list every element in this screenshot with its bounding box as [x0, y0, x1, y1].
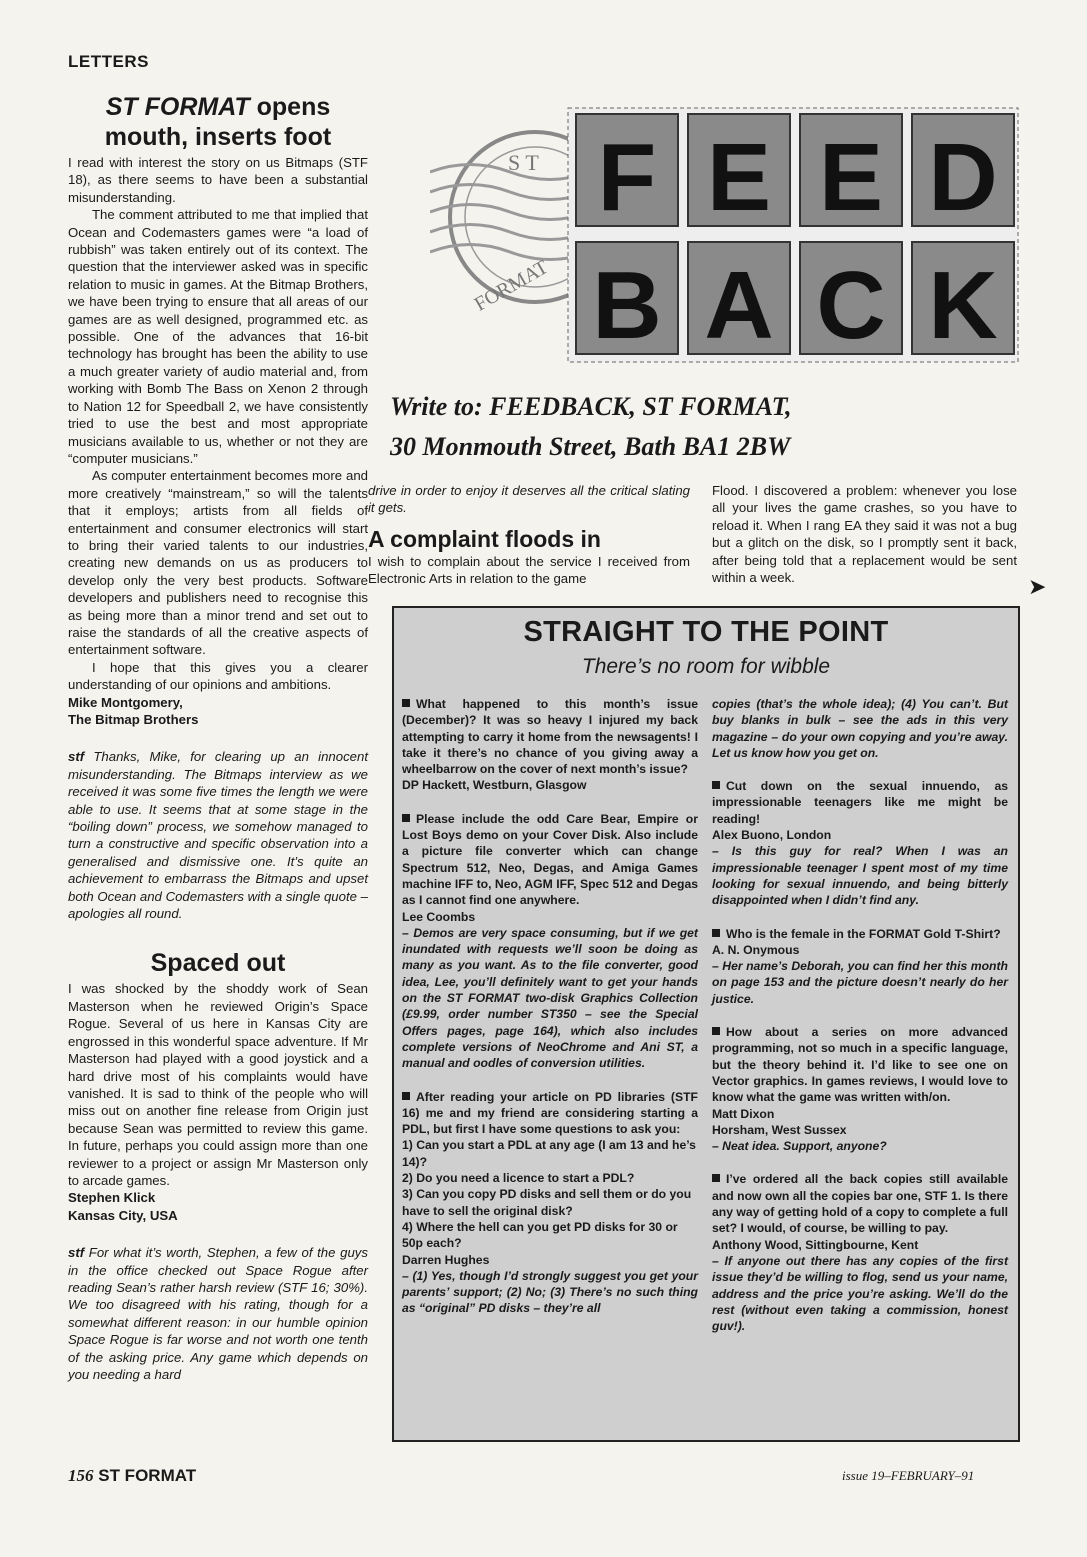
box-title: STRAIGHT TO THE POINT: [523, 616, 889, 648]
letter2-headline: Spaced out: [150, 949, 286, 978]
letter1-para: As computer entertainment becomes more and more creatively “mainstream,” so will the talents that it employs; artists from all fields of entertainment and consumer electronics will start to bring their varied talents to our industries, creating new demands on us as producers to develop only the very best products. Software developers and publishers need to recognise this as being more than a minor trend and set out to raise the standards of all the creative aspects of entertainment software.: [68, 468, 368, 658]
masthead-letter: B: [592, 252, 662, 359]
letter2-reply: [68, 1244, 368, 1383]
question-line: 1) Can you start a PDL at any age (I am 13 and he’s 14)?: [402, 1138, 696, 1169]
letter-author-place: Horsham, West Sussex: [712, 1122, 847, 1137]
question-text: How about a series on more advanced programming, not so much in a specific language, but the theory behind it. I’d like to see one on Vector graphics. In games reviews, I would love to know what the game was written with/on.: [712, 1025, 1008, 1105]
letter-author: Darren Hughes: [402, 1252, 490, 1267]
write-to-address: [390, 387, 1030, 467]
question: [712, 1024, 1008, 1105]
masthead-letter: C: [816, 252, 886, 359]
letter1-reply: [68, 748, 368, 922]
page-number: 156: [68, 1466, 94, 1485]
letter3-headline: A complaint floods in: [368, 525, 601, 552]
box-subtitle: There’s no room for wibble: [581, 655, 831, 678]
letter1-headline: [68, 92, 368, 152]
question-text: Cut down on the sexual innuendo, as impressionable teenagers like me might be reading!: [712, 779, 1008, 826]
letter2-reply-text: For what it’s worth, Stephen, a few of the guys in the office checked out Space Rogue after reading Sean’s rather harsh review (STF 16; 30%). We too disagreed with his rating, though for a somewhat different reason: in our humble opinion Space Rogue is far worse and not worth one tenth of the asking price. Any game which depends on you needing a hard: [68, 1245, 368, 1382]
magazine-name: ST FORMAT: [98, 1466, 197, 1485]
question-text: After reading your article on PD libraries (STF 16) me and my friend are considering starting a PDL, but first I have some questions to ask you:: [402, 1089, 698, 1137]
answer-text: – Is this guy for real? When I was an impressionable teenager I spent most of my time looking for sexual innuendo, and being bitterly disappointed when I didn’t find any.: [712, 844, 1008, 908]
letter1-para: I read with interest the story on us Bitmaps (STF 18), as there seems to have been a substantial misunderstanding.: [68, 155, 368, 205]
bullet-square-icon: [712, 1027, 720, 1035]
question: [402, 811, 698, 909]
answer-text: – (1) Yes, though I’d strongly suggest you get your parents’ support; (2) No; (3) There’s no such thing as “original” PD disks – they’re all: [402, 1268, 698, 1316]
postmark-text-bottom: FORMAT: [470, 256, 552, 316]
question: [712, 1171, 1008, 1236]
masthead-letter: E: [706, 124, 772, 231]
masthead-letter: D: [928, 124, 998, 231]
masthead-graphic: [430, 102, 1020, 367]
letter1-reply-text: Thanks, Mike, for clearing up an innocent misunderstanding. The Bitmaps interview as we received it was some five times the length we were able to use. It seems that at some stage in the “boiling down” process, we somehow managed to turn a constructive and specific observation into a generalised and dismissive one. It’s quite an achievement to embarrass the Bitmaps and upset both Ocean and Codemasters with a single quote – apologies all round.: [68, 749, 368, 922]
left-column: [68, 92, 368, 1383]
question-text: I’ve ordered all the back copies still available and now own all the copies bar one, STF 1. Is there any way of getting hold of a copy to complete a full set? I would, of course, be willing to pay.: [712, 1172, 1008, 1236]
letter1-para: The comment attributed to me that implied that Ocean and Codemasters games were “a load of rubbish” was taken entirely out of its context. The question that the interviewer asked was in specific relation to music in games. At the Bitmap Brothers, we have been trying to ensure that all areas of our games are as well designed, programmed etc. as possible. One of the advances that 16-bit technology has brought has been the ability to use a much greater variety of audio material and, from working with Bomb The Bass on Xenon 2 through to Nation 12 for Speedball 2, we have consistently tried to use the best and most appropriate musicians available to us, whether or not they are “computer musicians.”: [68, 207, 368, 466]
bullet-square-icon: [712, 1174, 720, 1182]
letter2-body: I was shocked by the shoddy work of Sean Masterson when he reviewed Origin’s Space Rogue. Several of us here in Kansas City are engrossed in this wonderful space adventure. If Mr Masterson had played with a good joystick and a hard drive most of his complaints would have vanished. It is sad to think of the people who will miss out on another fine release from Origin just because Sean was permitted to review this game. In future, perhaps you could assign more than one reviewer to a project or assign Mr Masterson only to arcade games.: [68, 981, 368, 1188]
letter1-headline-em: ST FORMAT: [105, 93, 250, 121]
question: [712, 926, 1008, 942]
section-label: LETTERS: [68, 52, 149, 71]
letter2-signature-name: Stephen Klick: [68, 1190, 156, 1206]
bullet-square-icon: [712, 929, 720, 937]
masthead-letter: K: [928, 252, 998, 359]
right-text-column: [712, 482, 1017, 586]
question: [712, 778, 1008, 827]
letter-author: A. N. Onymous: [712, 942, 800, 957]
write-to-line2: 30 Monmouth Street, Bath BA1 2BW: [390, 432, 791, 461]
letter-author: Lee Coombs: [402, 909, 476, 924]
question-text: Please include the odd Care Bear, Empire or Lost Boys demo on your Cover Disk. Also include a picture file converter which can change Spectrum 512, Neo, Degas, and Amiga Games machine IFF to, Neo, AGM IFF, Spec 512 and Degas as I cannot find one anywhere.: [402, 811, 698, 908]
answer-text: – Neat idea. Support, anyone?: [712, 1139, 887, 1154]
masthead-letter: E: [818, 124, 884, 231]
continue-arrow-icon: ➤: [1028, 574, 1047, 599]
bullet-square-icon: [402, 1092, 410, 1100]
straight-to-the-point-box: [392, 606, 1020, 1442]
answer-text: – Her name’s Deborah, you can find her this month on page 153 and the picture doesn’t nearly do her justice.: [712, 959, 1008, 1006]
feedback-masthead: [430, 102, 1020, 367]
question-text: What happened to this month’s issue (December)? It was so heavy I injured my back attempting to carry it home from the newsagents! I take it there’s no chance of you giving away a wheelbarrow on the cover of next month’s issue?: [402, 697, 698, 777]
reply-tag: stf: [68, 749, 85, 765]
footer-issue: issue 19–FEBRUARY–91: [842, 1468, 975, 1483]
letter-author: Alex Buono, London: [712, 828, 832, 843]
letter1-signature-org: The Bitmap Brothers: [68, 712, 199, 727]
letter1-para: I hope that this gives you a clearer understanding of our opinions and ambitions.: [68, 659, 368, 693]
question-line: 2) Do you need a licence to start a PDL?: [402, 1171, 635, 1186]
write-to-line1: Write to: FEEDBACK, ST FORMAT,: [390, 392, 792, 421]
postmark-text-top: S T: [508, 150, 539, 175]
reply-tag: stf: [68, 1245, 85, 1261]
question: [402, 696, 698, 777]
box-left-column: [402, 696, 698, 1317]
letter-author: Anthony Wood, Sittingbourne, Kent: [712, 1237, 919, 1252]
answer-text: – Demos are very space consuming, but if we get inundated with requests we’ll soon be doing as many as you want. As to the file converter, good idea, Lee, you’ll definitely want to get your hands on the ST FORMAT two-disk Graphics Collection (£9.99, order number ST350 – see the Special Offers pages, page 164), which also includes complete versions of NeoChrome and Ani ST, a manual and oodles of conversion utilities.: [402, 925, 698, 1071]
question: [402, 1089, 698, 1138]
answer-text: copies (that’s the whole idea); (4) You can’t. But buy blanks in bulk – see the ads in this very magazine – do your own copying and you’re away. Let us know how you get on.: [712, 697, 1008, 760]
masthead-letter: A: [704, 252, 774, 359]
letter-author: Matt Dixon: [712, 1106, 775, 1121]
middle-column: [368, 482, 690, 588]
answer-text: – If anyone out there has any copies of the first issue they’d be willing to flog, send us your name, address and the price you’re asking. We’ll do the rest (without even taking a commission, honest guv!).: [712, 1253, 1008, 1334]
letter2-reply-continued: drive in order to enjoy it deserves all the critical slating it gets.: [368, 483, 690, 516]
bullet-square-icon: [712, 781, 720, 789]
letter3-body1: I wish to complain about the service I received from Electronic Arts in relation to the game: [368, 553, 690, 587]
box-right-column: [712, 696, 1008, 1334]
letter1-signature-name: Mike Montgomery,: [68, 694, 183, 710]
bullet-square-icon: [402, 699, 410, 707]
bullet-square-icon: [402, 814, 410, 822]
footer-left: [68, 1466, 196, 1486]
letter3-body2: Flood. I discovered a problem: whenever you lose all your lives the game crashes, so you have to reload it. When I rang EA they said it was not a bug but a glitch on the disk, so I promptly sent it back, after being told that a replacement would be sent within a week.: [712, 483, 1017, 586]
question-text: Who is the female in the FORMAT Gold T-Shirt?: [726, 926, 1001, 941]
letter-author: DP Hackett, Westburn, Glasgow: [402, 778, 587, 793]
letter2-signature-place: Kansas City, USA: [68, 1207, 178, 1223]
question-line: 3) Can you copy PD disks and sell them or do you have to sell the original disk?: [402, 1187, 692, 1218]
letter1-headline-rest: opens mouth, inserts foot: [104, 93, 332, 151]
masthead-letter: F: [597, 124, 657, 231]
question-line: 4) Where the hell can you get PD disks for 30 or 50p each?: [402, 1219, 678, 1251]
